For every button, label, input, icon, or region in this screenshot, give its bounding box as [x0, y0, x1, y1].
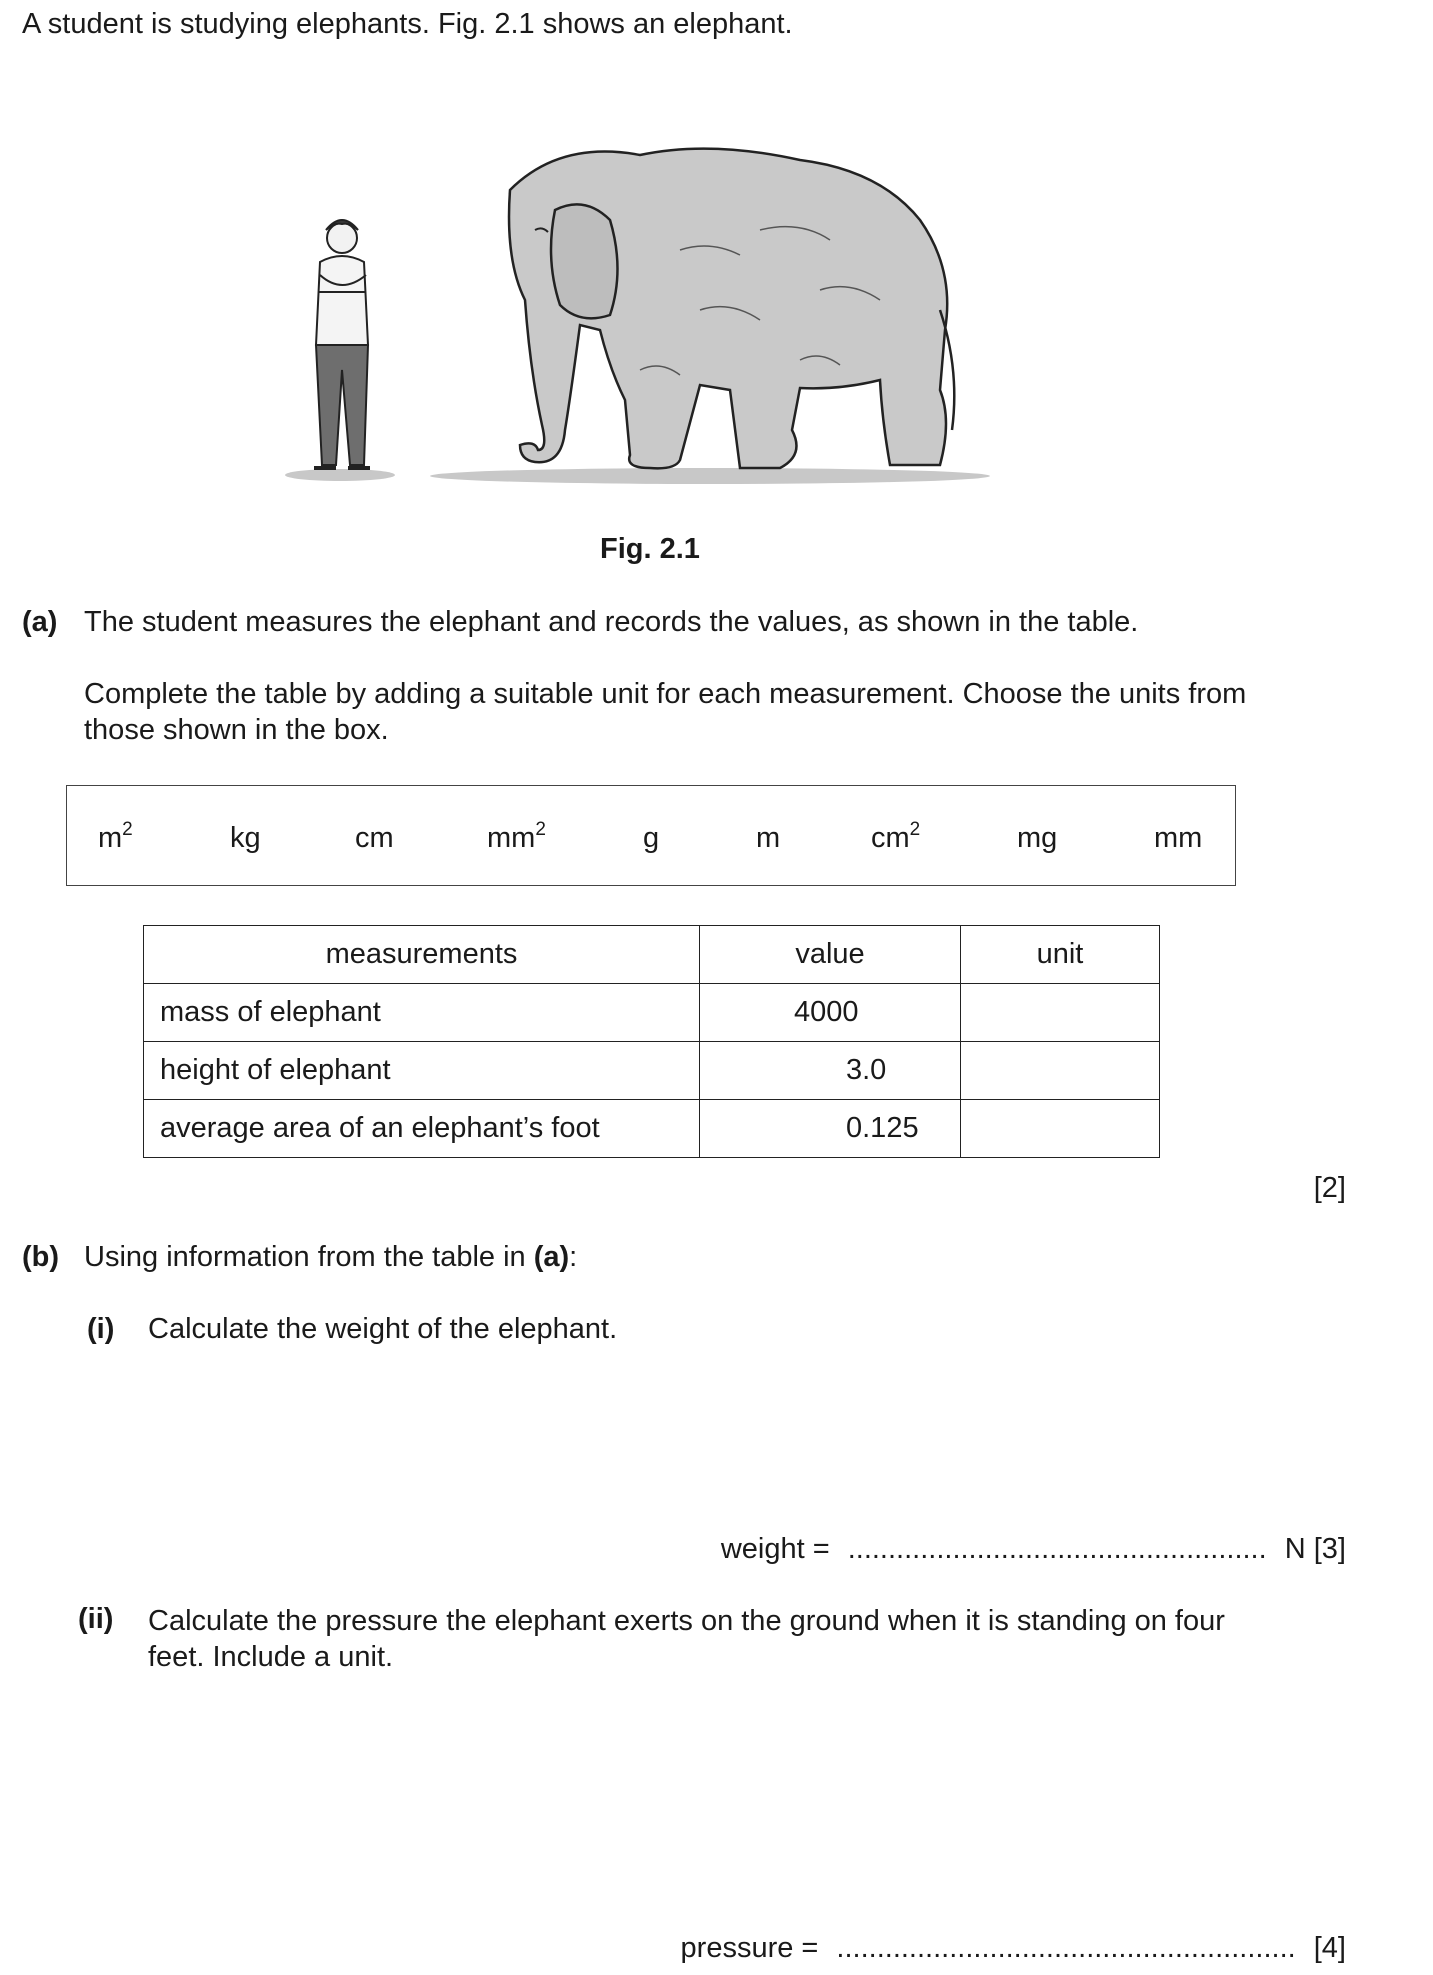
- measurement-cell: mass of elephant: [144, 984, 700, 1042]
- unit-choices-box: [66, 785, 1236, 886]
- table-header-row: [144, 926, 1160, 984]
- part-b-label: (b): [22, 1241, 60, 1273]
- table-row: [144, 984, 1160, 1042]
- pressure-answer-line[interactable]: [681, 1932, 1346, 1965]
- part-b-ii-text-line1: Calculate the pressure the elephant exerts on the ground when it is standing on four: [148, 1605, 1225, 1637]
- intro-text: A student is studying elephants. Fig. 2.1 shows an elephant.: [22, 8, 793, 40]
- value-cell: 0.125: [700, 1100, 961, 1158]
- weight-answer-line[interactable]: [721, 1533, 1346, 1566]
- unit-answer-cell[interactable]: [961, 1100, 1160, 1158]
- unit-option: m: [756, 822, 781, 854]
- header-measurements: measurements: [144, 926, 700, 984]
- value-cell: 4000: [700, 984, 961, 1042]
- student-shadow: [285, 469, 395, 481]
- measurements-table: [143, 925, 1160, 1158]
- pressure-marks: [4]: [1313, 1932, 1346, 1964]
- part-b-text: Using information from the table in (a):: [84, 1241, 578, 1273]
- table-row: [144, 1100, 1160, 1158]
- weight-answer-dots[interactable]: ....................................................: [847, 1533, 1267, 1565]
- measurement-cell: average area of an elephant’s foot: [144, 1100, 700, 1158]
- table-row: [144, 1042, 1160, 1100]
- part-b-i-label: (i): [87, 1313, 115, 1345]
- elephant: [509, 149, 954, 469]
- unit-answer-cell[interactable]: [961, 984, 1160, 1042]
- part-a-text2-line2: those shown in the box.: [84, 714, 389, 746]
- pressure-label: pressure =: [680, 1932, 819, 1964]
- weight-label: weight =: [720, 1533, 830, 1565]
- header-value: value: [700, 926, 961, 984]
- measurement-cell: height of elephant: [144, 1042, 700, 1100]
- unit-option: $m^2$: [98, 819, 133, 854]
- header-unit: unit: [961, 926, 1160, 984]
- unit-option: cm: [355, 822, 394, 854]
- part-b-ii-text-line2: feet. Include a unit.: [148, 1641, 394, 1673]
- student-person: [314, 220, 370, 468]
- unit-answer-cell[interactable]: [961, 1042, 1160, 1100]
- weight-marks: N [3]: [1284, 1533, 1346, 1565]
- value-cell: 3.0: [700, 1042, 961, 1100]
- part-a-text2-line1: Complete the table by adding a suitable unit for each measurement. Choose the units from: [84, 678, 1247, 710]
- figure-caption: Fig. 2.1: [600, 533, 700, 565]
- part-a-marks: [2]: [1313, 1172, 1346, 1204]
- part-b-ii-text: [148, 1603, 1346, 1675]
- unit-option: mg: [1017, 822, 1058, 854]
- unit-option: $cm^2$: [871, 819, 921, 854]
- part-a-text1: The student measures the elephant and records the values, as shown in the table.: [84, 606, 1139, 638]
- unit-option: kg: [230, 822, 261, 854]
- unit-option: mm: [1154, 822, 1203, 854]
- pressure-answer-dots[interactable]: .........................................................: [836, 1932, 1296, 1964]
- elephant-figure: [280, 70, 1040, 500]
- elephant-shadow: [430, 468, 990, 484]
- unit-option: g: [643, 822, 660, 854]
- part-a-label: (a): [22, 606, 58, 638]
- unit-option: $mm^2$: [487, 819, 546, 854]
- part-a-instructions: [84, 676, 1344, 748]
- elephant-illustration: [280, 70, 1040, 500]
- part-b-ii-label: (ii): [78, 1603, 114, 1635]
- part-b-i-text: Calculate the weight of the elephant.: [148, 1313, 618, 1345]
